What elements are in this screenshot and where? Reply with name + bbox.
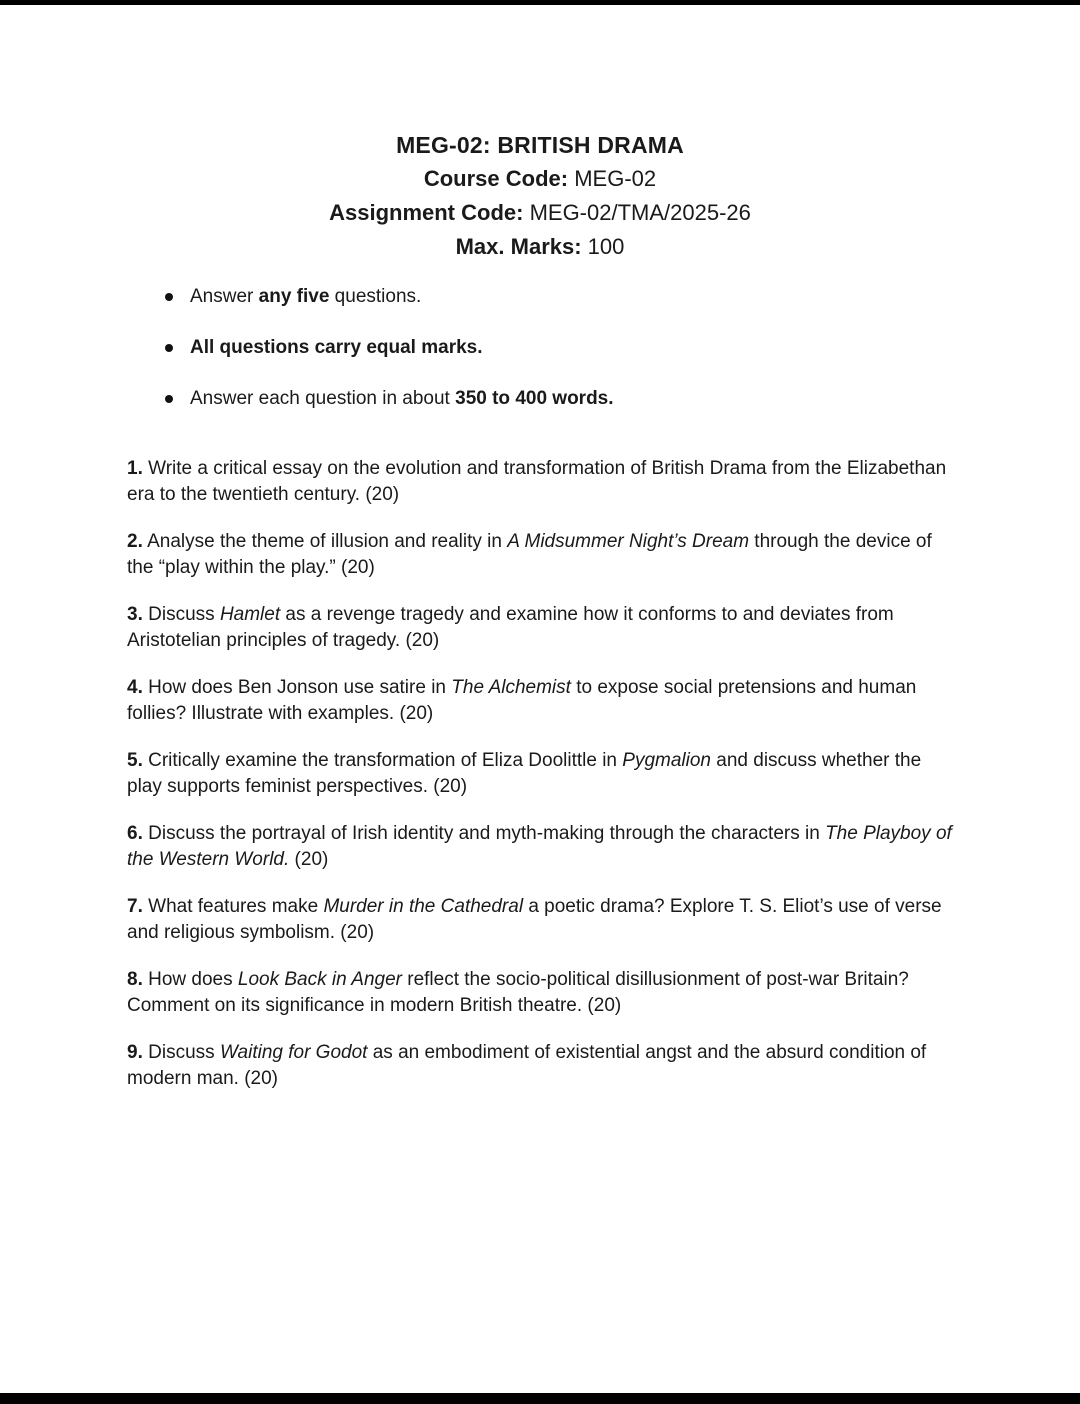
- bullet-icon: [165, 293, 173, 301]
- bullet-icon: [165, 344, 173, 352]
- text-segment: Write a critical essay on the evolution and transformation of British Drama from the Elizabethan era to the twentieth century. (20): [127, 458, 947, 505]
- text-segment: a poetic drama? Explore T. S. Eliot’s use of verse and religious symbolism. (20): [127, 896, 942, 943]
- text-segment: Discuss: [142, 604, 220, 625]
- text-segment: through the device of the “play within the play.” (20): [127, 531, 932, 578]
- text-segment: as a revenge tragedy and examine how it conforms to and deviates from Aristotelian principles of tragedy. (20): [127, 604, 894, 651]
- text-segment: 2.: [127, 531, 143, 552]
- text-segment: 4.: [127, 677, 143, 698]
- text-segment: The Alchemist: [451, 677, 571, 698]
- text-segment: 350 to 400 words.: [455, 388, 614, 409]
- text-segment: 6.: [127, 823, 143, 844]
- bottom-border-bar: [0, 1393, 1080, 1404]
- text-segment: reflect the socio-political disillusionment of post-war Britain? Comment on its significance in modern British theatre. (20): [127, 969, 909, 1016]
- header-line-label: Max. Marks:: [455, 234, 582, 259]
- text-segment: Pygmalion: [622, 750, 711, 771]
- text-segment: Discuss the portrayal of Irish identity and myth-making through the characters in: [142, 823, 826, 844]
- instructions-list: [0, 284, 1080, 412]
- text-segment: Hamlet: [219, 604, 281, 625]
- text-segment: 1.: [127, 458, 143, 479]
- text-segment: What features make: [142, 896, 324, 917]
- question-item: [127, 529, 961, 581]
- text-segment: and discuss whether the play supports feminist perspectives. (20): [127, 750, 922, 797]
- text-segment: Answer each question in about: [190, 388, 456, 409]
- page-title: MEG-02: BRITISH DRAMA: [396, 132, 684, 158]
- header-line-value: MEG-02: [568, 166, 657, 191]
- header-line-value: MEG-02/TMA/2025-26: [523, 200, 751, 225]
- text-segment: as an embodiment of existential angst and the absurd condition of modern man. (20): [127, 1042, 927, 1089]
- text-segment: 9.: [127, 1042, 143, 1063]
- header-line: [0, 162, 1080, 196]
- question-item: [127, 967, 961, 1019]
- instruction-item: [165, 335, 1080, 361]
- top-border-bar: [0, 0, 1080, 5]
- instruction-item: [165, 284, 1080, 310]
- header-line: [0, 196, 1080, 230]
- text-segment: to expose social pretensions and human follies? Illustrate with examples. (20): [127, 677, 917, 724]
- question-item: [127, 1040, 961, 1092]
- text-segment: The Playboy of the Western World.: [127, 823, 952, 870]
- text-segment: Discuss: [142, 1042, 220, 1063]
- questions-list: [127, 456, 961, 1092]
- text-segment: How does: [142, 969, 238, 990]
- question-item: [127, 821, 961, 873]
- text-segment: questions.: [329, 286, 422, 307]
- text-segment: any five: [258, 286, 330, 307]
- text-segment: (20): [289, 849, 329, 870]
- text-segment: Critically examine the transformation of Eliza Doolittle in: [142, 750, 623, 771]
- text-segment: All questions carry equal marks.: [190, 337, 483, 358]
- text-segment: Murder in the Cathedral: [323, 896, 524, 917]
- assignment-header: [0, 0, 1080, 264]
- instruction-text: [190, 284, 421, 310]
- text-segment: 3.: [127, 604, 143, 625]
- text-segment: How does Ben Jonson use satire in: [142, 677, 452, 698]
- bullet-icon: [165, 395, 173, 403]
- text-segment: 7.: [127, 896, 143, 917]
- question-item: [127, 602, 961, 654]
- text-segment: Analyse the theme of illusion and reality in: [142, 531, 508, 552]
- text-segment: A Midsummer Night’s Dream: [507, 531, 750, 552]
- instruction-text: [190, 386, 614, 412]
- question-item: [127, 894, 961, 946]
- instruction-item: [165, 386, 1080, 412]
- header-line-label: Assignment Code:: [329, 200, 524, 225]
- text-segment: 8.: [127, 969, 143, 990]
- question-item: [127, 748, 961, 800]
- instruction-text: [190, 335, 483, 361]
- header-line-label: Course Code:: [423, 166, 569, 191]
- question-item: [127, 456, 961, 508]
- text-segment: 5.: [127, 750, 143, 771]
- header-lines: [0, 162, 1080, 264]
- text-segment: Answer: [190, 286, 259, 307]
- header-line: [0, 230, 1080, 264]
- header-line-value: 100: [581, 234, 625, 259]
- text-segment: Waiting for Godot: [219, 1042, 368, 1063]
- question-item: [127, 675, 961, 727]
- text-segment: Look Back in Anger: [237, 969, 402, 990]
